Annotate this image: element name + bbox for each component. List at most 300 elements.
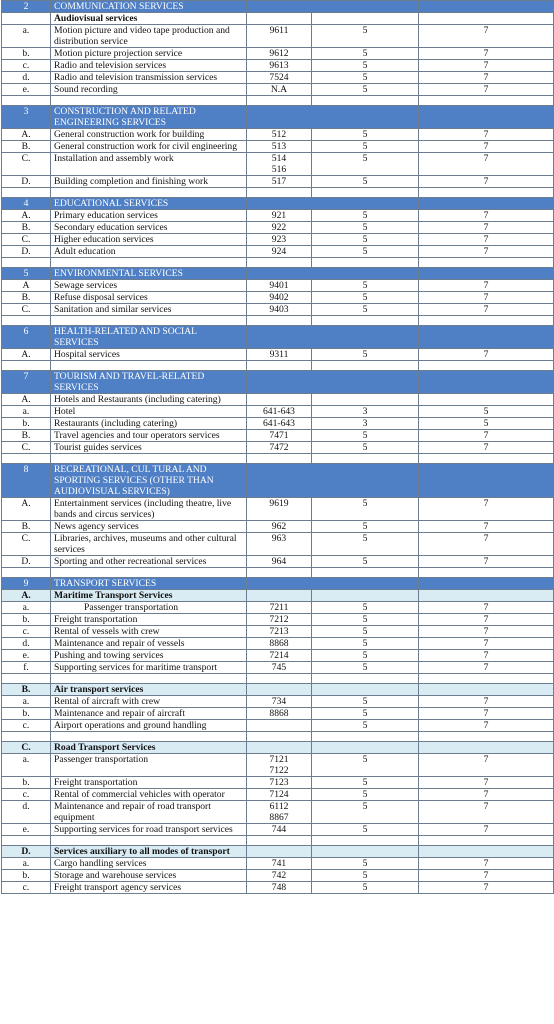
item-number-cell: B. [2,222,51,234]
commitment-column-cell: 7 [419,280,554,292]
item-number-cell: a. [2,25,51,48]
service-description-cell: News agency services [51,521,247,533]
table-row [2,638,554,650]
service-description-cell: General construction work for building [51,129,247,141]
subsection-row [2,846,554,858]
section-header-row [2,198,554,210]
service-description-cell: Supporting services for road transport services [51,824,247,836]
spacer-row [2,836,554,846]
commitment-column-cell: 7 [419,801,554,824]
mode-column-cell [312,578,419,590]
cpc-code-cell [247,188,312,198]
mode-column-cell [312,464,419,498]
section-header-row [2,326,554,349]
service-description-cell: Hotel [51,406,247,418]
subsection-row [2,590,554,602]
item-number-cell: A. [2,590,51,602]
commitment-column-cell: 7 [419,60,554,72]
cpc-code-cell: 514 516 [247,153,312,176]
commitment-column-cell [419,1,554,13]
commitment-column-cell [419,568,554,578]
commitment-column-cell [419,96,554,106]
mode-column-cell [312,198,419,210]
commitment-column-cell [419,188,554,198]
commitment-column-cell: 7 [419,349,554,361]
cpc-code-cell: 7472 [247,442,312,454]
cpc-code-cell [247,684,312,696]
table-row [2,430,554,442]
service-description-cell: Maintenance and repair of aircraft [51,708,247,720]
mode-column-cell: 5 [312,292,419,304]
item-number-cell: A. [2,129,51,141]
mode-column-cell [312,188,419,198]
mode-column-cell: 5 [312,789,419,801]
spacer-row [2,316,554,326]
service-description-cell: Refuse disposal services [51,292,247,304]
commitment-column-cell: 7 [419,304,554,316]
item-number-cell: f. [2,662,51,674]
service-description-cell: Storage and warehouse services [51,870,247,882]
commitment-column-cell [419,742,554,754]
item-number-cell: B. [2,521,51,533]
commitment-column-cell: 7 [419,442,554,454]
mode-column-cell: 5 [312,72,419,84]
commitment-column-cell [419,846,554,858]
item-number-cell [2,454,51,464]
service-description-cell: Radio and television transmission services [51,72,247,84]
service-description-cell: Maintenance and repair of road transport equipment [51,801,247,824]
mode-column-cell: 5 [312,533,419,556]
service-description-cell: Airport operations and ground handling [51,720,247,732]
table-row [2,234,554,246]
cpc-code-cell: 748 [247,882,312,894]
mode-column-cell: 5 [312,234,419,246]
service-description-cell: CONSTRUCTION AND RELATED ENGINEERING SERVICES [51,106,247,129]
mode-column-cell: 5 [312,777,419,789]
table-row [2,696,554,708]
mode-column-cell: 3 [312,418,419,430]
cpc-code-cell: 6112 8867 [247,801,312,824]
mode-column-cell: 5 [312,662,419,674]
item-number-cell: C. [2,742,51,754]
cpc-code-cell [247,846,312,858]
mode-column-cell: 5 [312,858,419,870]
mode-column-cell: 5 [312,626,419,638]
item-number-cell: C. [2,304,51,316]
cpc-code-cell: 9612 [247,48,312,60]
mode-column-cell: 5 [312,246,419,258]
mode-column-cell: 5 [312,824,419,836]
section-header-row [2,464,554,498]
cpc-code-cell [247,578,312,590]
item-number-cell: 7 [2,371,51,394]
cpc-code-cell: 641-643 [247,418,312,430]
commitment-column-cell: 7 [419,870,554,882]
mode-column-cell [312,361,419,371]
item-number-cell: 3 [2,106,51,129]
cpc-code-cell: 7214 [247,650,312,662]
cpc-code-cell: 9611 [247,25,312,48]
item-number-cell: c. [2,60,51,72]
cpc-code-cell [247,590,312,602]
cpc-code-cell: 745 [247,662,312,674]
commitment-column-cell: 7 [419,129,554,141]
cpc-code-cell: 9402 [247,292,312,304]
service-description-cell: Hotels and Restaurants (including catering) [51,394,247,406]
table-row [2,129,554,141]
commitment-column-cell [419,732,554,742]
item-number-cell: a. [2,754,51,777]
cpc-code-cell: 7212 [247,614,312,626]
commitment-column-cell: 7 [419,234,554,246]
commitment-column-cell: 7 [419,556,554,568]
cpc-code-cell: 741 [247,858,312,870]
service-description-cell: Freight transportation [51,777,247,789]
cpc-code-cell: 641-643 [247,406,312,418]
mode-column-cell [312,590,419,602]
cpc-code-cell: 7213 [247,626,312,638]
cpc-code-cell: 9311 [247,349,312,361]
section-header-row [2,1,554,13]
service-description-cell: Restaurants (including catering) [51,418,247,430]
spacer-row [2,732,554,742]
item-number-cell: A. [2,210,51,222]
mode-column-cell [312,674,419,684]
service-description-cell: Motion picture and video tape production and distribution service [51,25,247,48]
item-number-cell: c. [2,789,51,801]
service-description-cell: ENVIRONMENTAL SERVICES [51,268,247,280]
spacer-row [2,454,554,464]
item-number-cell: e. [2,650,51,662]
table-row [2,801,554,824]
cpc-code-cell: 7121 7122 [247,754,312,777]
service-description-cell [51,732,247,742]
item-number-cell: b. [2,418,51,430]
mode-column-cell: 5 [312,638,419,650]
item-number-cell: A. [2,498,51,521]
cpc-code-cell [247,394,312,406]
service-description-cell: TOURISM AND TRAVEL-RELATED SERVICES [51,371,247,394]
mode-column-cell [312,742,419,754]
cpc-code-cell [247,316,312,326]
cpc-code-cell: 964 [247,556,312,568]
commitment-column-cell: 7 [419,858,554,870]
mode-column-cell: 5 [312,720,419,732]
item-number-cell: 5 [2,268,51,280]
table-row [2,498,554,521]
table-row [2,521,554,533]
item-number-cell [2,674,51,684]
spacer-row [2,96,554,106]
service-description-cell: Sporting and other recreational services [51,556,247,568]
item-number-cell: 9 [2,578,51,590]
mode-column-cell: 5 [312,129,419,141]
commitment-column-cell: 7 [419,176,554,188]
cpc-code-cell [247,732,312,742]
subsection-row [2,684,554,696]
cpc-code-cell [247,371,312,394]
cpc-code-cell: 9613 [247,60,312,72]
table-row [2,418,554,430]
service-description-cell: Maritime Transport Services [51,590,247,602]
table-row [2,72,554,84]
cpc-code-cell [247,836,312,846]
item-number-cell: D. [2,176,51,188]
cpc-code-cell [247,13,312,25]
mode-column-cell: 3 [312,406,419,418]
commitment-column-cell: 7 [419,210,554,222]
mode-column-cell [312,846,419,858]
commitment-column-cell [419,326,554,349]
service-description-cell: Sanitation and similar services [51,304,247,316]
table-row [2,60,554,72]
cpc-code-cell [247,464,312,498]
commitment-column-cell: 7 [419,498,554,521]
cpc-code-cell [247,361,312,371]
table-row [2,48,554,60]
mode-column-cell: 5 [312,60,419,72]
cpc-code-cell: 962 [247,521,312,533]
item-number-cell: 8 [2,464,51,498]
item-number-cell: d. [2,801,51,824]
service-description-cell: Tourist guides services [51,442,247,454]
commitment-column-cell: 7 [419,84,554,96]
mode-column-cell: 5 [312,602,419,614]
spacer-row [2,188,554,198]
mode-column-cell [312,106,419,129]
commitment-column-cell [419,316,554,326]
table-row [2,824,554,836]
cpc-code-cell [247,96,312,106]
table-row [2,870,554,882]
service-description-cell: Cargo handling services [51,858,247,870]
item-number-cell: b. [2,48,51,60]
service-description-cell: Primary education services [51,210,247,222]
table-row [2,246,554,258]
item-number-cell: 6 [2,326,51,349]
service-description-cell: TRANSPORT SERVICES [51,578,247,590]
commitment-column-cell: 7 [419,720,554,732]
table-row [2,349,554,361]
table-row [2,292,554,304]
cpc-code-cell: 9401 [247,280,312,292]
commitment-column-cell: 7 [419,25,554,48]
commitment-column-cell [419,361,554,371]
mode-column-cell [312,568,419,578]
item-number-cell: 2 [2,1,51,13]
commitment-column-cell: 5 [419,418,554,430]
service-description-cell [51,836,247,846]
commitment-column-cell: 7 [419,602,554,614]
commitment-column-cell [419,454,554,464]
cpc-code-cell: 742 [247,870,312,882]
commitment-column-cell [419,464,554,498]
mode-column-cell: 5 [312,304,419,316]
commitment-column-cell: 7 [419,141,554,153]
mode-column-cell: 5 [312,222,419,234]
item-number-cell [2,96,51,106]
mode-column-cell: 5 [312,708,419,720]
service-description-cell: Entertainment services (including theatre, live bands and circus services) [51,498,247,521]
mode-column-cell: 5 [312,650,419,662]
mode-column-cell [312,268,419,280]
cpc-code-cell: 513 [247,141,312,153]
service-description-cell: Freight transport agency services [51,882,247,894]
item-number-cell: D. [2,846,51,858]
cpc-code-cell [247,106,312,129]
service-description-cell: Supporting services for maritime transport [51,662,247,674]
mode-column-cell: 5 [312,614,419,626]
cpc-code-cell: 9619 [247,498,312,521]
service-description-cell: Rental of vessels with crew [51,626,247,638]
item-number-cell: C. [2,234,51,246]
item-number-cell [2,836,51,846]
commitment-column-cell [419,674,554,684]
commitment-column-cell: 7 [419,153,554,176]
item-number-cell: e. [2,824,51,836]
item-number-cell: D. [2,556,51,568]
service-description-cell: Maintenance and repair of vessels [51,638,247,650]
item-number-cell: c. [2,626,51,638]
table-row [2,533,554,556]
commitment-column-cell [419,836,554,846]
service-description-cell [51,188,247,198]
commitment-column-cell [419,106,554,129]
table-row [2,614,554,626]
cpc-code-cell: 744 [247,824,312,836]
mode-column-cell [312,454,419,464]
item-number-cell [2,361,51,371]
item-number-cell: 4 [2,198,51,210]
cpc-code-cell: 7524 [247,72,312,84]
item-number-cell: d. [2,638,51,650]
table-row [2,280,554,292]
mode-column-cell [312,13,419,25]
cpc-code-cell [247,454,312,464]
cpc-code-cell [247,568,312,578]
item-number-cell: B. [2,141,51,153]
service-description-cell: Sewage services [51,280,247,292]
item-number-cell: B. [2,430,51,442]
spacer-row [2,674,554,684]
commitment-column-cell: 5 [419,406,554,418]
section-header-row [2,371,554,394]
commitment-column-cell [419,578,554,590]
item-number-cell: b. [2,777,51,789]
service-description-cell: COMMUNICATION SERVICES [51,1,247,13]
subsection-row [2,742,554,754]
service-description-cell: Travel agencies and tour operators services [51,430,247,442]
commitment-column-cell: 7 [419,638,554,650]
service-description-cell: Sound recording [51,84,247,96]
commitment-column-cell [419,258,554,268]
mode-column-cell [312,836,419,846]
table-row [2,556,554,568]
item-number-cell: c. [2,720,51,732]
table-row [2,662,554,674]
service-description-cell: Audiovisual services [51,13,247,25]
mode-column-cell: 5 [312,176,419,188]
item-number-cell [2,258,51,268]
cpc-code-cell: 7123 [247,777,312,789]
item-number-cell [2,316,51,326]
commitment-column-cell: 7 [419,48,554,60]
service-description-cell: General construction work for civil engineering [51,141,247,153]
service-description-cell [51,258,247,268]
table-row [2,789,554,801]
service-description-cell: Freight transportation [51,614,247,626]
commitment-column-cell: 7 [419,72,554,84]
cpc-code-cell: 7211 [247,602,312,614]
item-number-cell: B. [2,292,51,304]
service-description-cell [51,568,247,578]
section-header-row [2,268,554,280]
table-row [2,602,554,614]
section-header-row [2,578,554,590]
commitment-column-cell [419,198,554,210]
service-description-cell: Rental of commercial vehicles with operator [51,789,247,801]
service-description-text: Passenger transportation [84,602,179,613]
service-description-cell [51,361,247,371]
cpc-code-cell: 963 [247,533,312,556]
table-row [2,153,554,176]
table-row [2,882,554,894]
commitment-column-cell [419,13,554,25]
table-row [2,222,554,234]
commitment-column-cell: 7 [419,777,554,789]
cpc-code-cell: 8868 [247,708,312,720]
table-row [2,394,554,406]
table-row [2,304,554,316]
cpc-code-cell [247,326,312,349]
table-body [2,1,554,894]
spacer-row [2,361,554,371]
item-number-cell: b. [2,708,51,720]
item-number-cell [2,13,51,25]
commitment-column-cell: 7 [419,789,554,801]
table-row [2,754,554,777]
commitment-column-cell: 7 [419,708,554,720]
service-description-cell: Installation and assembly work [51,153,247,176]
service-description-cell: Hospital services [51,349,247,361]
mode-column-cell: 5 [312,25,419,48]
mode-column-cell: 5 [312,801,419,824]
cpc-code-cell [247,720,312,732]
cpc-code-cell [247,258,312,268]
commitment-column-cell [419,590,554,602]
service-description-cell: EDUCATIONAL SERVICES [51,198,247,210]
mode-column-cell: 5 [312,141,419,153]
commitment-column-cell [419,371,554,394]
service-description-cell [51,602,247,614]
mode-column-cell: 5 [312,442,419,454]
item-number-cell: B. [2,684,51,696]
table-row [2,84,554,96]
commitment-column-cell: 7 [419,521,554,533]
service-description-cell: Radio and television services [51,60,247,72]
commitment-column-cell: 7 [419,650,554,662]
commitment-column-cell: 7 [419,696,554,708]
commitment-column-cell: 7 [419,882,554,894]
cpc-code-cell: 7471 [247,430,312,442]
table-row [2,708,554,720]
service-description-cell: Adult education [51,246,247,258]
commitment-column-cell: 7 [419,222,554,234]
service-description-cell: Road Transport Services [51,742,247,754]
mode-column-cell [312,1,419,13]
service-description-cell: Rental of aircraft with crew [51,696,247,708]
mode-column-cell: 5 [312,556,419,568]
